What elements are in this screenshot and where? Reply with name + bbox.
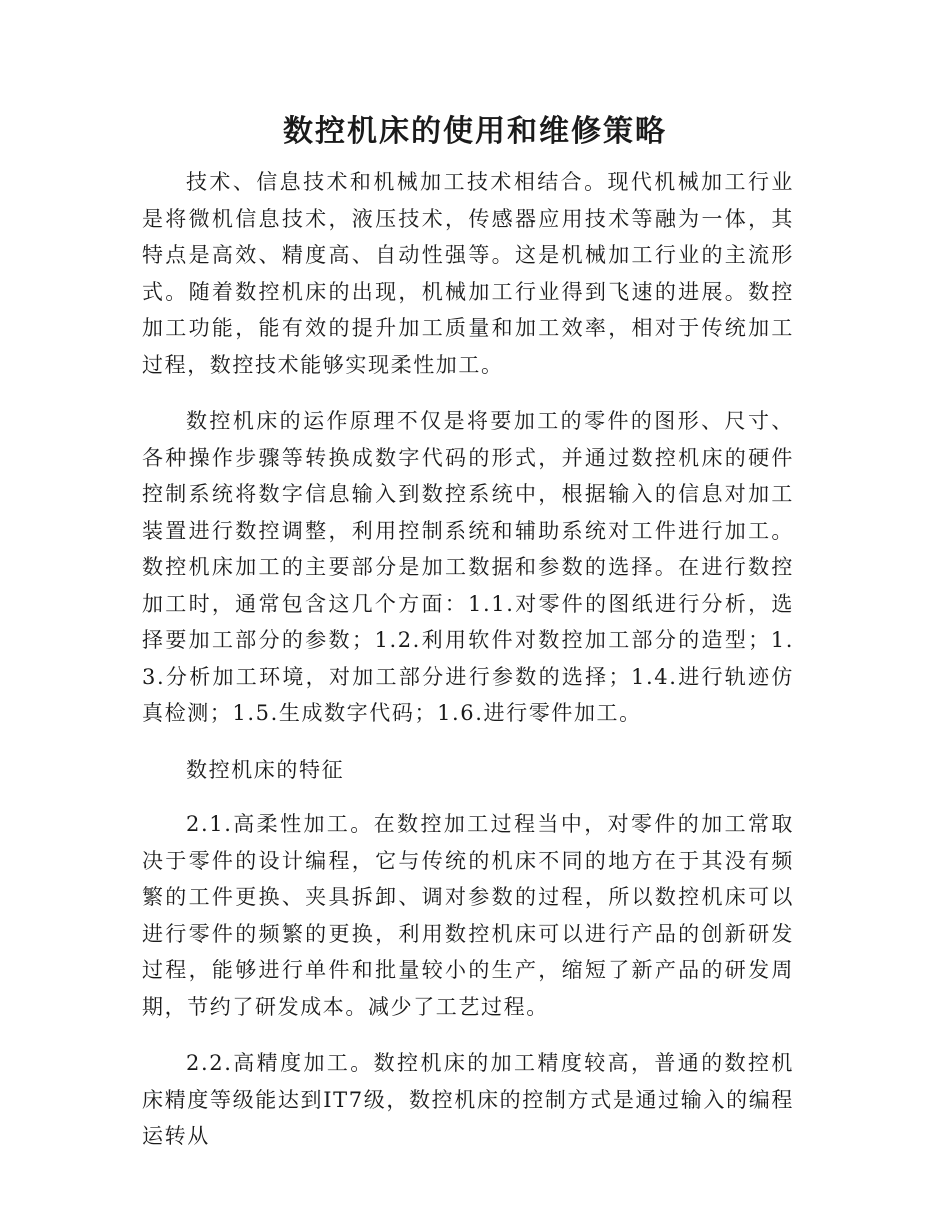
section-heading-features: 数控机床的特征 (186, 757, 345, 782)
paragraph-operating-principle: 数控机床的运作原理不仅是将要加工的零件的图形、尺寸、各种操作步骤等转换成数字代码的形式，并通过数控机床的硬件控制系统将数字信息输入到数控系统中，根据输入的信息对加工装置进行数控调整，利用控制系统和辅助系统对工件进行加工。数控机床加工的主要部分是加工数据和参数的选择。在进行数控加工时，通常包含这几个方面：1.1.对零件的图纸进行分析，选择要加工部分的参数；1.2.利用软件对数控加工部分的造型；1.3.分析加工环境，对加工部分进行参数的选择；1.4.进行轨迹仿真检测；1.5.生成数字代码；1.6.进行零件加工。 (142, 409, 794, 725)
document-title: 数控机床的使用和维修策略 (283, 114, 667, 149)
paragraph-high-precision: 2.2.高精度加工。数控机床的加工精度较高，普通的数控机床精度等级能达到IT7级，数控机床的控制方式是通过输入的编程运转从 (142, 1051, 794, 1148)
paragraph-intro: 技术、信息技术和机械加工技术相结合。现代机械加工行业是将微机信息技术，液压技术，传感器应用技术等融为一体，其特点是高效、精度高、自动性强等。这是机械加工行业的主流形式。随着数控机床的出现，机械加工行业得到飞速的进展。数控加工功能，能有效的提升加工质量和加工效率，相对于传统加工过程，数控技术能够实现柔性加工。 (142, 170, 794, 377)
paragraph-high-flexibility: 2.1.高柔性加工。在数控加工过程当中，对零件的加工常取决于零件的设计编程，它与传统的机床不同的地方在于其没有频繁的工件更换、夹具拆卸、调对参数的过程，所以数控机床可以进行零件的频繁的更换，利用数控机床可以进行产品的创新研发过程，能够进行单件和批量较小的生产，缩短了新产品的研发周期，节约了研发成本。减少了工艺过程。 (142, 812, 794, 1019)
document-body (142, 164, 794, 1175)
